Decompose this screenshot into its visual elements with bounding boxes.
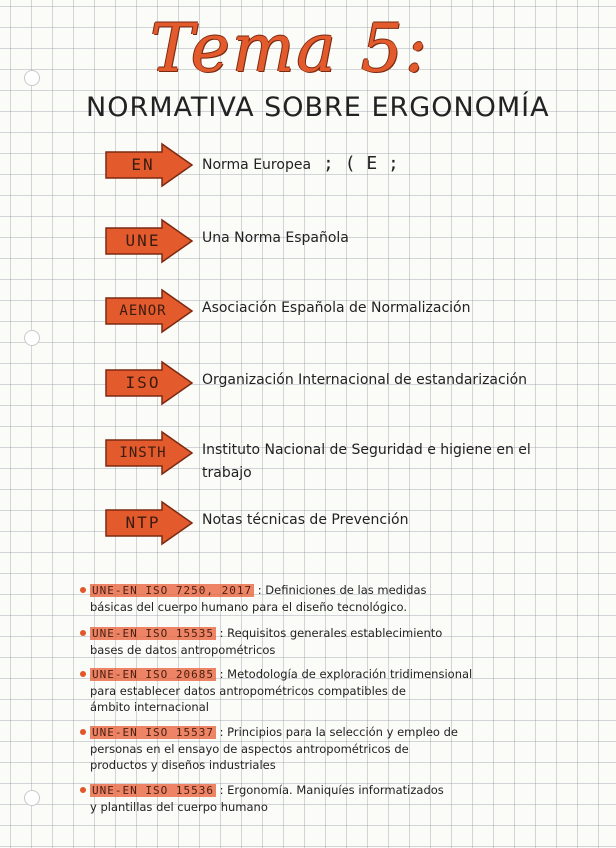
- arrow-icon: [104, 430, 194, 476]
- title-block: [150, 10, 480, 92]
- standard-item: UNE-EN ISO 15537 : Principios para la selección y empleo de personas en el ensayo de aspectos antropométricos de productos y diseños industriales: [90, 724, 530, 773]
- arrow-icon: [104, 360, 194, 406]
- binder-hole: [24, 330, 40, 346]
- bullet-icon: [80, 671, 86, 677]
- arrow-icon: [104, 218, 194, 264]
- standard-code: UNE-EN ISO 15536: [92, 784, 214, 797]
- acronym-code: AENOR: [119, 303, 167, 319]
- standard-code: UNE-EN ISO 15537: [92, 726, 214, 739]
- standard-code: UNE-EN ISO 7250, 2017: [92, 584, 253, 597]
- standard-item: UNE-EN ISO 20685 : Metodología de exploración tridimensional para establecer datos antropométricos compatibles de ámbito internacional: [90, 666, 530, 715]
- ce-mark: ; ( E ;: [323, 153, 399, 174]
- bullet-icon: [80, 630, 86, 636]
- bullet-icon: [80, 587, 86, 593]
- bullet-icon: [80, 787, 86, 793]
- acronym-code: NTP: [125, 513, 161, 532]
- page-title: Tema 5:: [150, 10, 430, 87]
- arrow-icon: [104, 288, 194, 334]
- binder-hole: [24, 790, 40, 806]
- acronym-definition: Notas técnicas de Prevención: [202, 512, 409, 528]
- acronym-code: UNE: [125, 231, 161, 250]
- standard-code: UNE-EN ISO 20685: [92, 668, 214, 681]
- standard-item: UNE-EN ISO 15536 : Ergonomía. Maniquíes informatizados y plantillas del cuerpo humano: [90, 782, 530, 815]
- bullet-icon: [80, 729, 86, 735]
- acronym-definition: Instituto Nacional de Seguridad e higiene en el trabajo: [202, 442, 531, 481]
- arrow-icon: [104, 500, 194, 546]
- standard-code: UNE-EN ISO 15535: [92, 627, 214, 640]
- acronym-code: EN: [131, 155, 155, 174]
- arrow-icon: [104, 142, 194, 188]
- acronym-definition: Organización Internacional de estandarización: [202, 372, 528, 388]
- standard-item: UNE-EN ISO 7250, 2017 : Definiciones de las medidas básicas del cuerpo humano para el diseño tecnológico.: [90, 582, 530, 615]
- page-subtitle: NORMATIVA SOBRE ERGONOMÍA: [86, 92, 550, 123]
- standard-item: UNE-EN ISO 15535 : Requisitos generales establecimiento bases de datos antropométricos: [90, 625, 530, 658]
- acronym-code: ISO: [125, 373, 161, 392]
- acronym-definition: Asociación Española de Normalización: [202, 300, 471, 316]
- acronym-code: INSTH: [119, 445, 167, 461]
- acronym-definition: Una Norma Española: [202, 230, 349, 246]
- binder-hole: [24, 70, 40, 86]
- acronym-definition: Norma Europea ; ( E ;: [202, 153, 399, 174]
